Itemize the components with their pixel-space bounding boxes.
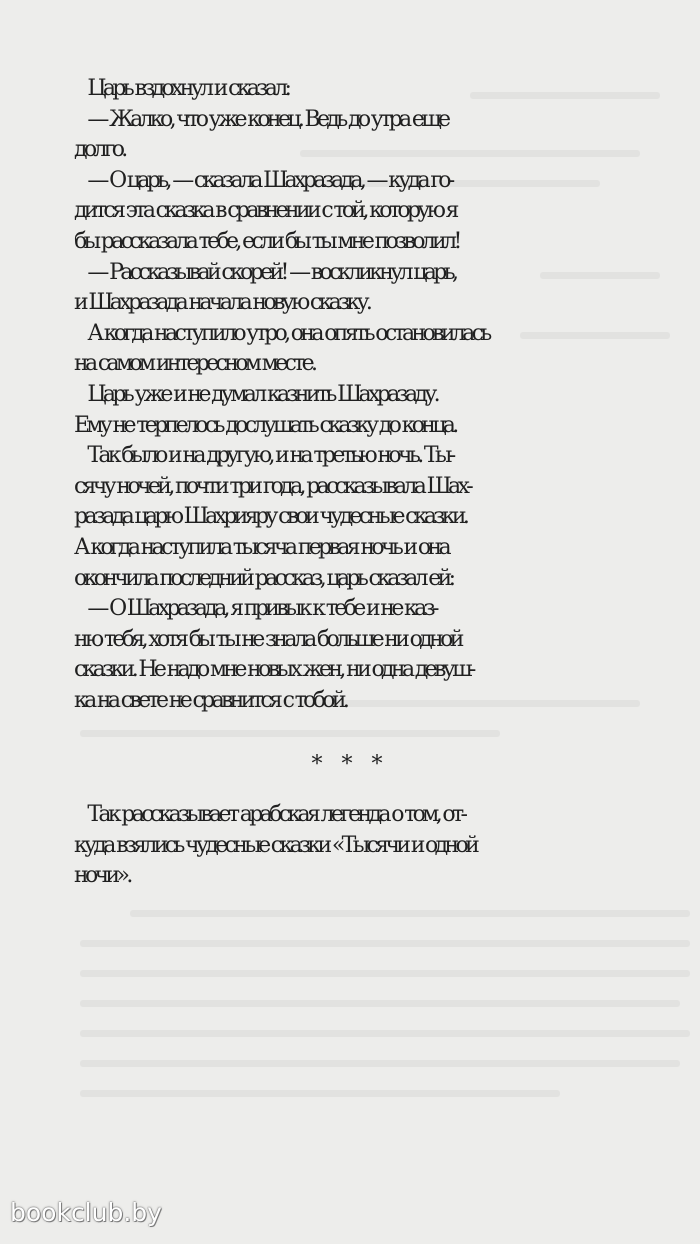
text-line: сказки. Не надо мне новых жен, ни одна девуш-	[74, 657, 473, 683]
text-line: разада царю Шахрияру свои чудесные сказки.	[74, 504, 467, 530]
ghost-line	[80, 940, 690, 947]
text-line: — О Шахразада, я привык к тебе и не каз-	[74, 596, 436, 622]
text-line: дится эта сказка в сравнении с той, которую я	[74, 198, 456, 224]
text-line: на самом интересном месте.	[74, 351, 315, 377]
ghost-line	[80, 1030, 690, 1037]
text-line: Так было и на другую, и на третью ночь. Ты-	[74, 443, 453, 469]
text-line: куда взялись чудесные сказки «Тысячи и одной	[74, 832, 477, 858]
text-line: Так рассказывает арабская легенда о том, от-	[74, 802, 465, 827]
ghost-line	[130, 910, 690, 917]
ghost-line	[80, 730, 500, 737]
text-line: — О царь, — сказала Шахразада, — куда го-	[74, 167, 452, 193]
text-line: ка на свете не сравнится с тобой.	[74, 687, 347, 713]
main-text	[74, 74, 700, 716]
text-line: — Рассказывай скорей! — воскликнул царь,	[74, 259, 456, 285]
ghost-line	[80, 970, 690, 977]
text-line: сячу ночей, почти три года, рассказывала Шах-	[74, 473, 471, 499]
ghost-line	[80, 1060, 680, 1067]
text-line: Царь вздохнул и сказал:	[74, 76, 289, 101]
text-line: бы рассказала тебе, если бы ты мне позволил!	[74, 228, 459, 254]
ghost-line	[80, 1000, 680, 1007]
text-line: и Шахразада начала новую сказку.	[74, 290, 370, 316]
text-line: А когда наступила тысяча первая ночь и она	[74, 534, 448, 560]
closing-text	[74, 800, 700, 892]
text-line: окончила последний рассказ, царь сказал ей:	[74, 565, 453, 591]
text-line: Ему не терпелось дослушать сказку до конца.	[74, 412, 456, 438]
text-line: ночи».	[74, 863, 130, 889]
site-watermark: bookclub.by	[10, 1198, 162, 1227]
text-line: А когда наступило утро, она опять остановилась	[74, 320, 489, 346]
section-divider: * * *	[311, 752, 389, 777]
text-line: Царь уже и не думал казнить Шахразаду.	[74, 381, 438, 407]
text-line: долго.	[74, 137, 125, 163]
text-line: ню тебя, хотя бы ты не знала больше ни одной	[74, 626, 461, 652]
ghost-line	[80, 1090, 560, 1097]
text-line: — Жалко, что уже конец. Ведь до утра еще	[74, 106, 448, 132]
